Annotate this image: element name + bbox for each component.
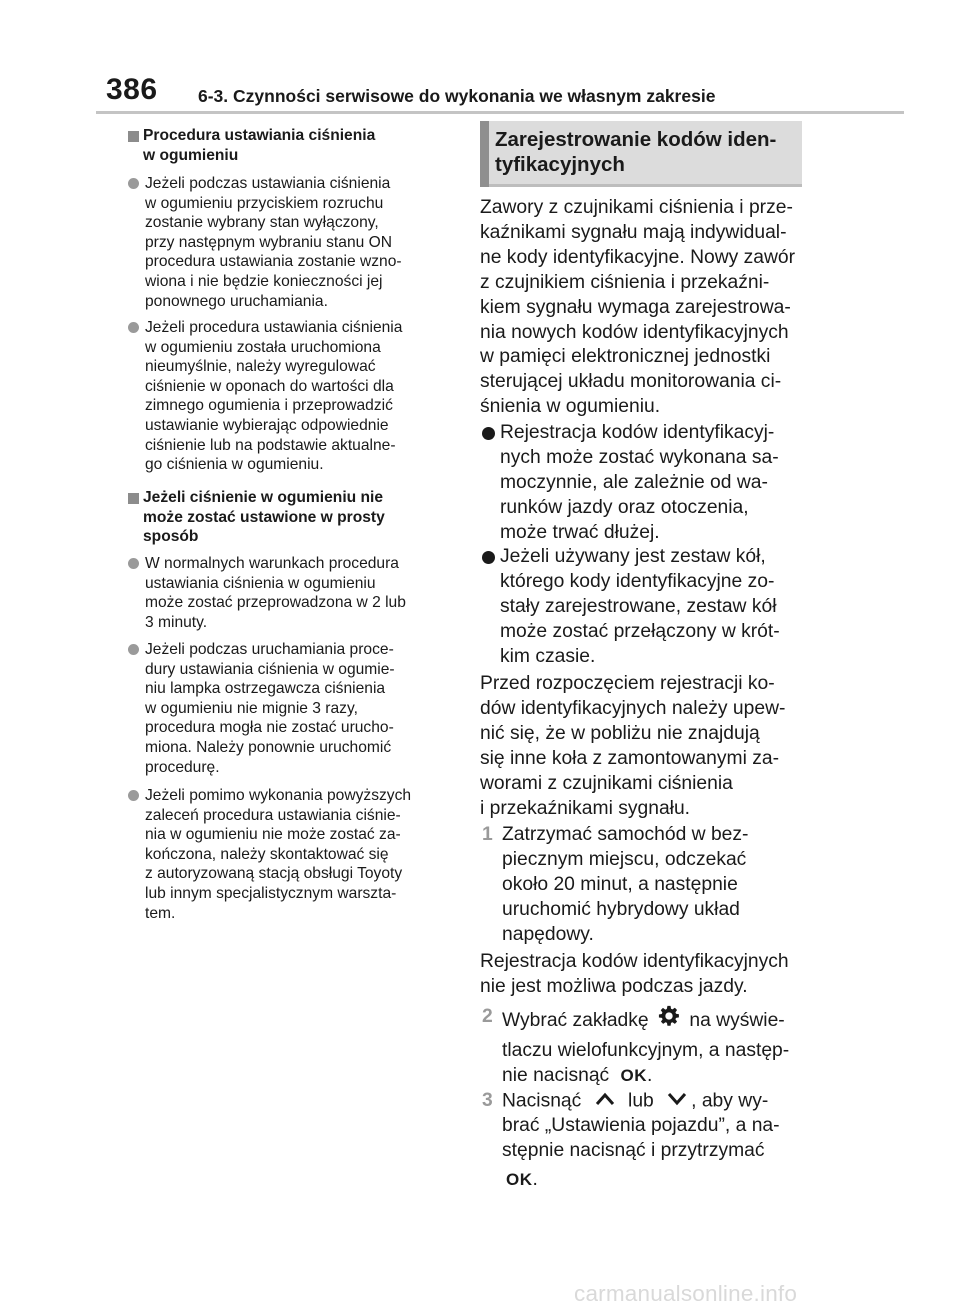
info-bullet: Rejestracja kodów identyfikacyj- nych może zostać wykonana sa- moczynnie, ale zależnie od wa- runków jazdy oraz otoczenia, może trwać dłużej. (480, 421, 806, 546)
ok-button-icon: OK (620, 1065, 648, 1085)
step-number: 1 (482, 824, 493, 845)
step-1: 1 Zatrzymać samochód w bez- piecznym miejscu, odczekać około 20 minut, a następnie uruchomić hybrydowy układ napędowy. (482, 824, 749, 945)
intro-paragraph: Zawory z czujnikami ciśnienia i prze- kaźnikami sygnału mają indywidual- ne kody identyfikacyjne. Nowy zawór z czujnikiem ciśnienia i przekaźni- kiem sygnału wymaga zarejestrowa- nia nowych kodów identyfikacyjnych w pamięci elektronicznej jednostki sterującej układu monitorowania ci- śnienia w ogumieniu. (480, 197, 796, 418)
gear-icon (658, 1005, 680, 1037)
page-number: 386 (106, 73, 158, 106)
subheading-pressure-cannot-set: Jeżeli ciśnienie w ogumieniu nie może zostać ustawione w prosty sposób (128, 488, 459, 547)
chevron-down-icon (667, 1089, 687, 1114)
round-bullet-icon (128, 790, 139, 801)
round-bullet-icon (128, 178, 139, 189)
note-bullet: W normalnych warunkach procedura ustawiania ciśnienia w ogumieniu może zostać przeprowadzona w 2 lub 3 minuty. (128, 554, 459, 632)
section-title: 6-3. Czynności serwisowe do wykonania we własnym zakresie (198, 86, 716, 106)
watermark: carmanualsonline.info (574, 1281, 798, 1306)
page-header (0, 0, 960, 116)
step-2: 2 Wybrać zakładkę na wyświe- tlaczu wielofunkcyjnym, a następ- nie nacisnąć OK. (480, 1005, 806, 1089)
round-bullet-icon (128, 558, 139, 569)
heading-accent-bar (480, 121, 489, 187)
section-heading: Zarejestrowanie kodów iden- tyfikacyjnych (495, 128, 777, 176)
round-bullet-icon (482, 551, 495, 564)
round-bullet-icon (482, 427, 495, 440)
precondition-paragraph: Przed rozpoczęciem rejestracji ko- dów identyfikacyjnych należy upew- nić się, że w pobliżu nie znajdują się inne koła z zamontowanymi za- worami z czujnikami ciśnienia i przekaźnikami sygnału. (480, 673, 786, 819)
chevron-up-icon (595, 1089, 615, 1114)
square-bullet-icon (128, 493, 139, 504)
driving-note: Rejestracja kodów identyfikacyjnych nie jest możliwa podczas jazdy. (480, 951, 789, 997)
square-bullet-icon (128, 131, 139, 142)
subheading-pressure-procedure: Procedura ustawiania ciśnienia w ogumieniu (128, 126, 459, 165)
note-bullet: Jeżeli podczas ustawiania ciśnienia w ogumieniu przyciskiem rozruchu zostanie wybrany stan wyłączony, przy następnym wybraniu stanu ON procedura ustawiania zostanie wzno- wiona i nie będzie konieczności jej ponownego uruchamiania. (128, 174, 459, 311)
info-bullet: Jeżeli używany jest zestaw kół, którego kody identyfikacyjne zo- stały zarejestrowane, zestaw kół może zostać przełączony w krót- kim czasie. (480, 545, 806, 670)
step-number: 3 (482, 1090, 493, 1111)
note-bullet: Jeżeli procedura ustawiania ciśnienia w ogumieniu została uruchomiona nieumyślnie, należy wyregulować ciśnienie w oponach do wartości dla zimnego ogumienia i przeprowadzić ustawianie wybierając odpowiednie ciśnienie lub na podstawie aktualne- go ciśnienia w ogumieniu. (128, 318, 459, 475)
section-heading-box (480, 121, 802, 187)
step-number: 2 (482, 1006, 493, 1027)
round-bullet-icon (128, 322, 139, 333)
note-bullet: Jeżeli pomimo wykonania powyższych zaleceń procedura ustawiania ciśnie- nia w ogumieniu nie może zostać za- kończona, należy skontaktować się z autoryzowaną stacją obsługi Toyoty lub innym specjalistycznym warszta- tem. (128, 786, 459, 923)
step-3: 3 Nacisnąć lub , aby wy- brać „Ustawienia pojazdu”, a na- stępnie nacisnąć i przytrzymać OK. (480, 1089, 806, 1193)
header-divider (96, 111, 904, 114)
note-bullet: Jeżeli podczas uruchamiania proce- dury ustawiania ciśnienia w ogumie- niu lampka ostrzegawcza ciśnienia w ogumieniu nie mignie 3 razy, procedura mogła nie zostać urucho- miona. Należy ponownie uruchomić procedurę. (128, 640, 459, 777)
ok-button-icon: OK (506, 1170, 533, 1190)
round-bullet-icon (128, 644, 139, 655)
